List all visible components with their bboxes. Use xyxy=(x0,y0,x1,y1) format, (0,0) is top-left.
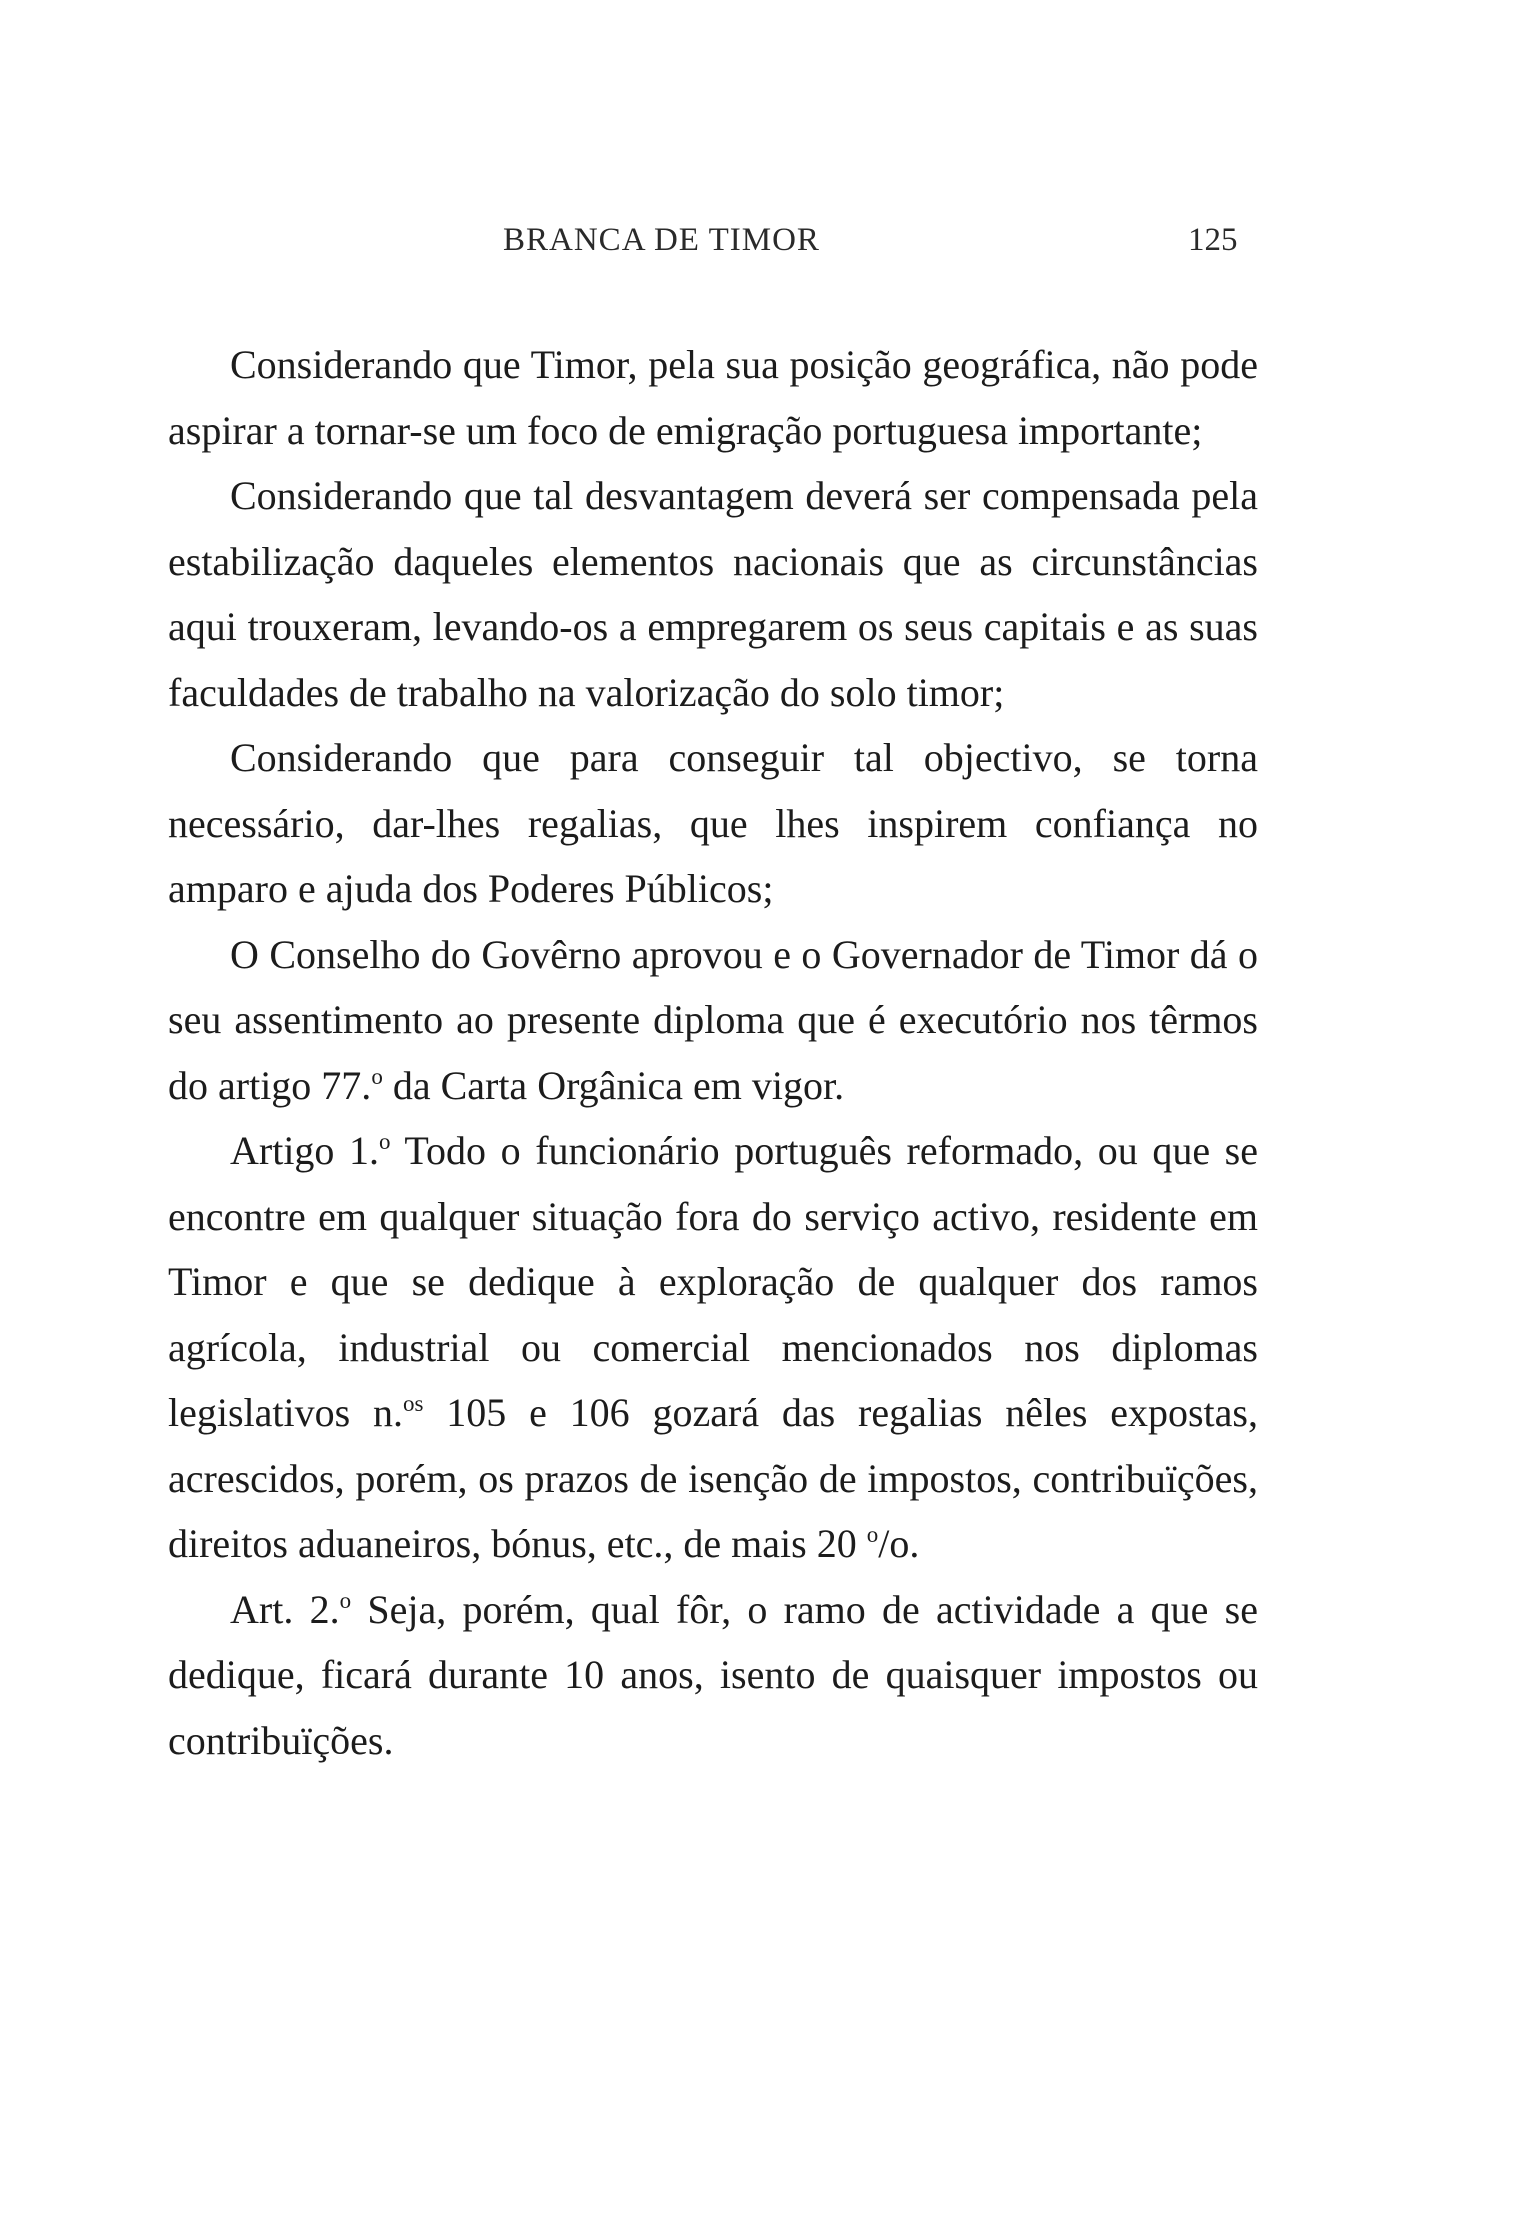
paragraph-text: Considerando que Timor, pela sua posição geográfica, não pode aspirar a tornar-se um foco de emigração portuguesa importante; xyxy=(168,342,1258,453)
paragraph-text: O Conselho do Govêrno aprovou e o Governador de Timor dá o seu assentimento ao presente diploma que é executório nos têrmos do artigo 77. xyxy=(168,931,1258,1108)
paragraph-artigo-1 xyxy=(168,1118,1258,1577)
paragraph-text: Todo o funcionário português reformado, ou que se encontre em qualquer situação fora do serviço activo, residente em Timor e que se dedique à exploração de qualquer dos ramos agrícola, industrial ou comercial mencionados nos diplomas legislativos n. xyxy=(168,1128,1258,1435)
paragraph-conselho xyxy=(168,922,1258,1119)
paragraph-considerando-2 xyxy=(168,463,1258,725)
running-title: BRANCA DE TIMOR xyxy=(503,222,820,258)
paragraph-text: Seja, porém, qual fôr, o ramo de actividade a que se dedique, ficará durante 10 anos, isento de quaisquer impostos ou contribuïções. xyxy=(168,1586,1258,1763)
ordinal-superscript: o xyxy=(371,1063,383,1089)
plural-superscript: os xyxy=(403,1391,424,1416)
ordinal-superscript: o xyxy=(379,1129,391,1154)
paragraph-text: /o. xyxy=(878,1521,920,1566)
paragraph-text: 105 e 106 gozará das regalias nêles expostas, acrescidos, porém, os prazos de isenção de impostos, contribuïções, direitos aduaneiros, bónus, etc., de mais 20 xyxy=(168,1390,1258,1566)
body-text xyxy=(168,332,1258,1773)
page-header xyxy=(0,222,1518,262)
paragraph-text: da Carta Orgânica em vigor. xyxy=(382,1062,845,1108)
paragraph-artigo-2 xyxy=(168,1577,1258,1774)
percent-superscript: o xyxy=(866,1522,879,1547)
paragraph-considerando-1 xyxy=(168,332,1258,463)
ordinal-superscript: o xyxy=(339,1587,352,1613)
paragraph-text: Artigo 1. xyxy=(230,1128,380,1173)
paragraph-text: Considerando que tal desvantagem deverá ser compensada pela estabilização daqueles elementos nacionais que as circunstâncias aqui trouxeram, levando-os a empregarem os seus capitais e as suas faculdades de trabalho na valorização do solo timor; xyxy=(168,473,1258,715)
page-number: 125 xyxy=(1188,222,1238,258)
paragraph-considerando-3 xyxy=(168,725,1258,922)
paragraph-text: Art. 2. xyxy=(230,1586,340,1632)
paragraph-text: Considerando que para conseguir tal objectivo, se torna necessário, dar-lhes regalias, que lhes inspirem confiança no amparo e ajuda dos Poderes Públicos; xyxy=(168,735,1258,911)
